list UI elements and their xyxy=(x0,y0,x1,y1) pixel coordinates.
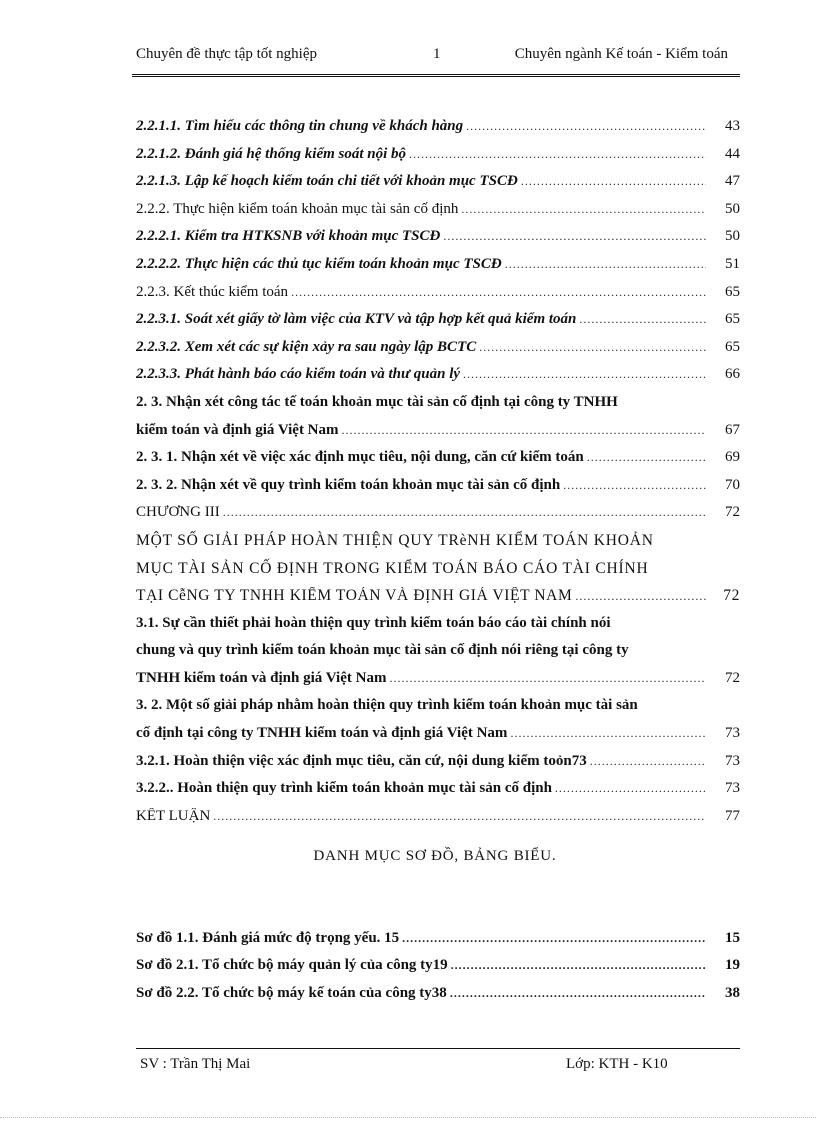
header-divider xyxy=(132,74,740,77)
dot-leader xyxy=(555,781,706,796)
toc-entry-label: cố định tại công ty TNHH kiểm toán và định giá Việt Nam xyxy=(136,725,508,742)
dot-leader xyxy=(409,147,706,162)
toc-entry-page: 73 xyxy=(725,752,740,769)
toc-entry xyxy=(136,449,740,477)
toc-entry xyxy=(136,173,740,201)
toc-entry xyxy=(136,477,740,505)
toc-entry-label: 2.2.2.1. Kiểm tra HTKSNB với khoản mục TSCĐ xyxy=(136,228,441,245)
toc-entry-label: 2. 3. 2. Nhận xét về quy trình kiểm toán khoản mục tài sản cố định xyxy=(136,476,561,493)
toc-entry-page: 65 xyxy=(725,311,740,328)
dot-leader xyxy=(291,285,706,300)
toc-entry xyxy=(136,725,740,753)
toc-entry-page: 69 xyxy=(725,449,740,466)
toc-entry-page: 72 xyxy=(723,587,740,605)
dot-leader xyxy=(590,754,706,769)
dot-leader xyxy=(450,986,706,1001)
dot-leader xyxy=(505,257,706,272)
page-header xyxy=(136,46,736,68)
toc-entry-label: TNHH kiểm toán và định giá Việt Nam xyxy=(136,669,387,686)
header-major: Chuyên ngành Kế toán - Kiểm toán xyxy=(514,46,728,62)
toc-entry xyxy=(136,780,740,808)
toc-entry-page: 44 xyxy=(725,145,740,162)
figure-list xyxy=(136,930,740,1012)
toc-entry-page: 66 xyxy=(725,366,740,383)
dot-leader xyxy=(587,450,706,465)
toc-entry xyxy=(136,339,740,367)
figure-entry xyxy=(136,957,740,984)
toc-entry-line: chung và quy trình kiểm toán khoản mục tài sản cố định nói riêng tại công ty xyxy=(136,642,629,659)
toc-entry xyxy=(136,228,740,256)
toc-entry-label: 3.2.2.. Hoàn thiện quy trình kiểm toán khoản mục tài sản cố định xyxy=(136,780,552,797)
page-bottom-border xyxy=(0,1117,816,1118)
toc-entry-line: 3.1. Sự cần thiết phải hoàn thiện quy trình kiểm toán báo cáo tài chính nói xyxy=(136,614,611,631)
dot-leader xyxy=(575,589,706,604)
toc-entry-label: KẾT LUẬN xyxy=(136,807,211,824)
toc-entry-line: 3. 2. Một số giải pháp nhằm hoàn thiện quy trình kiểm toán khoản mục tài sản xyxy=(136,697,638,714)
toc-entry xyxy=(136,146,740,174)
footer-class: Lớp: KTH - K10 xyxy=(566,1056,668,1072)
toc-entry-page: 43 xyxy=(725,118,740,134)
dot-leader xyxy=(402,931,706,946)
toc-entry-label: 2.2.3.1. Soát xét giấy tờ làm việc của KTV và tập hợp kết quả kiểm toán xyxy=(136,311,577,328)
figure-entry-label: Sơ đồ 1.1. Đánh giá mức độ trọng yếu. 15 xyxy=(136,930,400,946)
figure-entry-label: Sơ đồ 2.1. Tổ chức bộ máy quản lý của công ty19 xyxy=(136,957,448,974)
toc-entry-page: 72 xyxy=(725,504,740,521)
toc-entry-label: TẠI CễNG TY TNHH KIỂM TOÁN VÀ ĐỊNH GIÁ VIỆT NAM xyxy=(136,587,573,605)
dot-leader xyxy=(466,119,706,134)
toc-entry-line: MỤC TÀI SẢN CỐ ĐỊNH TRONG KIỂM TOÁN BÁO CÁO TÀI CHÍNH xyxy=(136,559,649,577)
toc-entry-label: CHƯƠNG III xyxy=(136,504,220,521)
toc-entry xyxy=(136,808,740,836)
dot-leader xyxy=(510,726,706,741)
dot-leader xyxy=(521,174,706,189)
toc-entry-page: 70 xyxy=(725,476,740,493)
dot-leader xyxy=(443,229,706,244)
dot-leader xyxy=(389,671,706,686)
toc-entry xyxy=(136,118,740,146)
toc-entry-page: 65 xyxy=(725,338,740,355)
figure-entry-label: Sơ đồ 2.2. Tổ chức bộ máy kế toán của công ty38 xyxy=(136,984,447,1001)
dot-leader xyxy=(223,505,706,520)
toc-entry-label: 2.2.3.2. Xem xét các sự kiện xảy ra sau ngày lập BCTC xyxy=(136,338,477,355)
dot-leader xyxy=(451,958,706,973)
toc-entry-label: 2.2.1.3. Lập kế hoạch kiểm toán chi tiết với khoản mục TSCĐ xyxy=(136,173,518,190)
toc-entry xyxy=(136,587,740,615)
toc-entry-page: 65 xyxy=(725,283,740,300)
toc-entry-page: 77 xyxy=(725,807,740,824)
toc-entry-label: 2.2.3.3. Phát hành báo cáo kiểm toán và thư quản lý xyxy=(136,366,461,383)
figure-list-title xyxy=(136,848,740,865)
toc-entry xyxy=(136,366,740,394)
figure-entry-page: 19 xyxy=(725,957,740,974)
toc-entry xyxy=(136,284,740,312)
toc-entry-page: 72 xyxy=(725,669,740,686)
toc-entry xyxy=(136,201,740,229)
toc-entry-label: 2.2.1.1. Tìm hiểu các thông tin chung về khách hàng xyxy=(136,118,464,134)
dot-leader xyxy=(479,340,706,355)
toc-entry-page: 73 xyxy=(725,725,740,742)
dot-leader xyxy=(579,312,706,327)
dot-leader xyxy=(213,809,706,824)
header-document-type: Chuyên đề thực tập tốt nghiệp xyxy=(136,46,318,62)
dot-leader xyxy=(342,423,706,438)
toc-entry-label: 2.2.2.2. Thực hiện các thủ tục kiểm toán khoản mục TSCĐ xyxy=(136,255,502,272)
toc-entry-page: 47 xyxy=(725,173,740,190)
toc-entry-label: 3.2.1. Hoàn thiện việc xác định mục tiêu, căn cứ, nội dung kiểm toỏn73 xyxy=(136,752,587,769)
toc-entry-label: 2.2.1.2. Đánh giá hệ thống kiểm soát nội bộ xyxy=(136,145,407,162)
header-page-number: 1 xyxy=(433,46,441,62)
toc-entry xyxy=(136,670,740,698)
toc-entry-label: 2.2.2. Thực hiện kiểm toán khoản mục tài sản cố định xyxy=(136,200,459,217)
dot-leader xyxy=(461,202,706,217)
table-of-contents xyxy=(136,118,740,835)
footer-divider xyxy=(136,1048,740,1049)
dot-leader xyxy=(463,367,706,382)
toc-entry-line: MỘT SỐ GIẢI PHÁP HOÀN THIỆN QUY TRèNH KIỂM TOÁN KHOẢN xyxy=(136,531,654,549)
toc-entry-line: 2. 3. Nhận xét công tác tế toán khoản mục tài sản cố định tại công ty TNHH xyxy=(136,393,618,410)
toc-entry xyxy=(136,753,740,781)
footer-student: SV : Trần Thị Mai xyxy=(140,1056,251,1072)
toc-entry-label: 2. 3. 1. Nhận xét về việc xác định mục tiêu, nội dung, căn cứ kiểm toán xyxy=(136,449,584,466)
toc-entry-page: 67 xyxy=(725,421,740,438)
toc-entry xyxy=(136,311,740,339)
figure-list-title-text: DANH MỤC SƠ ĐỒ, BẢNG BIỂU. xyxy=(313,848,557,864)
dot-leader xyxy=(563,478,706,493)
figure-entry-page: 15 xyxy=(725,930,740,946)
toc-entry-page: 51 xyxy=(725,255,740,272)
toc-entry-page: 73 xyxy=(725,780,740,797)
figure-entry xyxy=(136,985,740,1012)
toc-entry xyxy=(136,256,740,284)
toc-entry-label: 2.2.3. Kết thúc kiểm toán xyxy=(136,283,289,300)
toc-entry-page: 50 xyxy=(725,228,740,245)
toc-entry xyxy=(136,504,740,532)
figure-entry-page: 38 xyxy=(725,984,740,1001)
figure-entry xyxy=(136,930,740,957)
toc-entry xyxy=(136,422,740,450)
toc-entry-page: 50 xyxy=(725,200,740,217)
toc-entry-label: kiểm toán và định giá Việt Nam xyxy=(136,421,339,438)
